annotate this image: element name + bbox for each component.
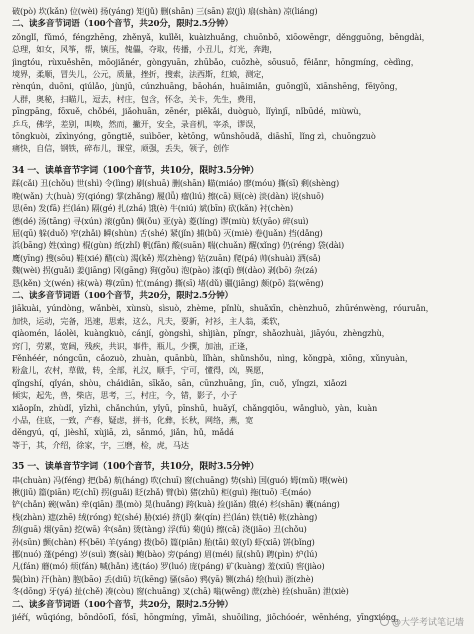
word-line: 乒乓，佛学，差别，叫唤，然而，撇开，安全，录音机，宰杀，谬误， (12, 118, 262, 129)
word-line: 人群，奥秘，扫瞄儿，逗去，村庄，包含，怀念，关卡，先生，费用， (12, 93, 262, 104)
char-line: 晚(wǎn) 大(huà) 穷(qióng) 掌(zhǎng) 履(lǚ) 瘤(liú) 擦(cā) 厕(cè) 淡(dàn) 说(shuō) (12, 190, 324, 201)
pinyin-line: qiàomén，láolèi，kuàngkuò，cánjí，gòngshì，shìjiàn，pǐngr，shǎozhuài，jiāyóu，zhèngzhù， (12, 328, 390, 339)
char-line: 揪(jiū) 篇(piān) 吃(chī) 拐(guǎi) 眨(zhǎ) 臂(bì) 猪(zhū) 柜(guì) 拖(tuō) 毛(máo) (12, 487, 312, 498)
char-line: 魏(wèi) 拐(guǎi) 姜(jiāng) 冈(gāng) 狗(gǒu) 泡(pào) 漆(qī) 倒(dào) 剥(bō) 杂(zá) (12, 265, 318, 276)
pinyin-line: jiéří，wūqióng，bōndōoIī，fósī，hōngmíng，yīmǎi，shuōiling，jiōchóoér，wēnhéng，yīngxióng， (12, 612, 404, 623)
pinyin-line: děngyú，qí，jièshǐ，xùjiā，zì，sǎnmó，jiǎn，hǔ，mǎdá (12, 427, 234, 438)
pinyin-line: qǐngshí，qǐyán，shòu，cháidiān，sīkǎo，sān，cūnzhuāng，jīn，cuǒ，yǐngzi，xiǎozi (12, 377, 347, 388)
char-line: 德(dé) 汤(tāng) 寻(xún) 滚(gǔn) 偶(ǒu) 亚(yà) 菱(líng) 谬(miù) 妖(yāo) 碎(suì) (12, 215, 309, 226)
pinyin-line: tōngkuòi，zīxìnyóng，gōngtiě，suìbōer，kètōng，wǔnshōudǎ，diāshī，lǐng zì，chuōngzuò (12, 131, 376, 142)
section-heading: 二、读多音节词语（100个音节，共20分，限时2.5分钟） (12, 599, 233, 610)
word-line: 等于，其，介绍，徐家，字，三磨，检，虎，马达 (12, 439, 189, 450)
char-line: 栈(zhàn) 遮(zhē) 绒(róng) 蛇(shé) 胁(xié) 挤(jǐ) 秦(qín) 拦(lán) 铁(tiě) 帐(zhàng) (12, 511, 318, 522)
char-line: 串(chuàn) 冯(féng) 把(bǎ) 航(háng) 吹(chuī) 窗(chuāng) 势(shì) 国(guó) 姆(mǔ) 喂(wèi) (12, 474, 348, 485)
section-heading: 35 一、读单音节字词（100个音节，共10分，限时3.5分钟） (12, 462, 259, 473)
top-block (12, 5, 466, 155)
word-line: 倾实，起先，兽，柴店，思考，三，村庄，今，错，影子，小子 (12, 390, 238, 401)
char-line: 踩(cǎi) 丑(chǒu) 世(shì) 令(lìng) 刷(shuā) 删(shān) 瞄(miáo) 廖(móu) 撕(sī) 剩(shèng) (12, 178, 339, 189)
char-line: 孙(sūn) 颤(chàn) 杯(bēi) 羊(yáng) 拨(bō) 篇(piān) 胎(tāi) 蚁(yǐ) 虾(xiā) 饼(bǐng) (12, 536, 315, 547)
watermark (380, 615, 464, 628)
word-line: 粉盒儿，农村，草做，转，全部，礼汉，顺手，宁可，懂得，凶，巽愿， (12, 365, 270, 376)
section-34 (12, 165, 466, 451)
word-line: 痛快，自信，钢铁，碎布儿，课堂，顽强，丢失，领子，创作 (12, 143, 230, 154)
section-heading: 二、读多音节词语（100个音节，共20分，限时2.5分钟） (12, 19, 233, 30)
pinyin-line: jiākuài，yúndòng，wǎnbèi，xùnsù，sìsuò，zhème，pǐnlù，shuǎxīn，chènzhuō，zhūrénwèng，róuruǎn， (12, 303, 434, 314)
pinyin-line: rènqún，duōni，qiúlǎo，jùnjū，cúnzhuāng，bāohán，huāimiǎn，guōngjǔ，xiānshēng，fēiyōng， (12, 81, 403, 92)
char-line: 刮(guā) 烟(yān) 挖(wā) 伞(sǎn) 烫(tàng) 浮(fú) 菊(jú) 擦(cā) 浇(jiāo) 丑(chǒu) (12, 524, 307, 535)
pinyin-line: Fěnhéér，nóngcūn，cǎozuò，zhuàn，quānbù，lǐhàn，shǔnshǒu，nìng，kǒngpà，xiōng，xǔnyuàn， (12, 352, 413, 363)
char-line: 思(ēn) 发(fā) 拦(lán) 隔(gé) 扎(zhá) 饿(è) 牛(niú) 斌(bīn) 砍(kǎn) 衬(chèn) (12, 203, 294, 214)
word-line: 小品，住底，一致，产春，疑虑，拼书，化彝，长秋，网络，燕，宽 (12, 415, 254, 425)
char-line: 恳(kěn) 文(wén) 袜(wà) 尊(zūn) 忙(máng) 撕(sī) 堵(dǔ) 疆(jiāng) 颇(pō) 翁(wēng) (12, 277, 324, 288)
pinyin-line: zǒnglǐ，fǔmó，féngzhēng，zhěnyǎ，kuǐlěi，kuàizhuǎng，chuōnbō，xiōowēngr，děngguōng，bēngdài， (12, 31, 430, 42)
watermark-text: @大学考试笔记墙 (391, 618, 464, 628)
pinyin-line: jìngtóu，rùxuěshēn，mōojiǎnér，gòngyuān，zhūbǎo，cuōzhè，sōusuō，fēiǎnr，hōngmíng，cèdìng， (12, 56, 419, 67)
char-line: 破(pò) 坎(kǎn) 位(wèi) 扬(yáng) 矩(jǔ) 删(shān) 三(sān) 寂(jì) 扇(shàn) 凉(liáng) (12, 6, 318, 16)
char-line: 鹰(yīng) 搜(sōu) 鞋(xié) 醋(cù) 渴(kě) 郑(zhèng) 钻(zuān) 爬(pá) 帅(shuài) 洒(sǎ) (12, 252, 321, 263)
pinyin-line: xiǎopǐn，zhùdǐ，yīzhì，chǎnchún，yǐyū，pīnshū，huǎyǐ，chǎngqiōu，wǎngluò，yàn，kuàn (12, 402, 378, 413)
char-line: 挪(nuó) 蓬(péng) 岁(suì) 赛(sài) 鲍(bào) 旁(páng) 眉(méi) 鼠(shǔ) 聘(pìn) 炉(lú) (12, 549, 318, 560)
char-line: 浜(bāng) 姓(xìng) 棍(gùn) 纸(zhǐ) 帆(fān) 酸(suān) 喘(chuǎn) 醒(xǐng) 仍(réng) 袋(dài) (12, 240, 345, 251)
word-line: 境界，柔顺，冒失儿，公元，质量，挫折，搜索，法西斯，红娘，测定， (12, 69, 270, 80)
char-line: 鬓(bìn) 汗(hàn) 胞(bāo) 丢(diū) 坑(kēng) 骚(sāo) 鸦(yā) 铡(zhá) 绘(huì) 浙(zhè) (12, 573, 314, 584)
char-line: 凡(fán) 蘑(mó) 烦(fán) 喊(hǎn) 逃(táo) 罗(luó) 庞(páng) 矿(kuàng) 羞(xiū) 窖(jiào) (12, 561, 325, 572)
char-line: 冬(dōng) 牙(yá) 扯(chě) 凑(còu) 窗(chuāng) 叉(chā) 嗡(wēng) 蔗(zhè) 拴(shuān) 泄(xiè) (12, 586, 349, 597)
word-line: 加快，运动，完备，迅速，思索，这么，凡夫，耍新，衬衫，主人翁，柔软， (12, 315, 286, 326)
char-line: 铲(chǎn) 碗(wǎn) 牵(qiān) 墨(mò) 晃(huǎng) 跨(kuà) 捡(jiǎn) 俄(é) 杉(shān) 囊(náng) (12, 499, 340, 510)
char-line: 屈(qū) 躲(duǒ) 窄(zhǎi) 瞬(shùn) 舌(shé) 紧(jǐn) 捕(bǔ) 灭(miè) 卷(juǎn) 挡(dǎng) (12, 227, 323, 238)
section-heading: 34 一、读单音节字词（100个音节，共10分，限时3.5分钟） (12, 165, 259, 176)
section-35 (12, 461, 466, 623)
pinyin-line: pīngpāng，fōxuě，chǒbéi，jiǎohuān，zēnér，piěkǎi，duòguò，lǐyìnjī，nǐbūdé，miùwù， (12, 106, 367, 117)
word-line: 总理，如女，风筝，帮，镇压，傀儡，夺取，传播，小丑儿，灯光，奔跑， (12, 44, 278, 55)
weibo-icon (380, 617, 389, 626)
word-line: 窍门，劳累，宽阔，残疾，共识，事件，瓶儿，少撰，加油，正逢， (12, 340, 254, 351)
section-heading: 二、读多音节词语（100个音节，共20分，限时2.5分钟） (12, 290, 233, 301)
